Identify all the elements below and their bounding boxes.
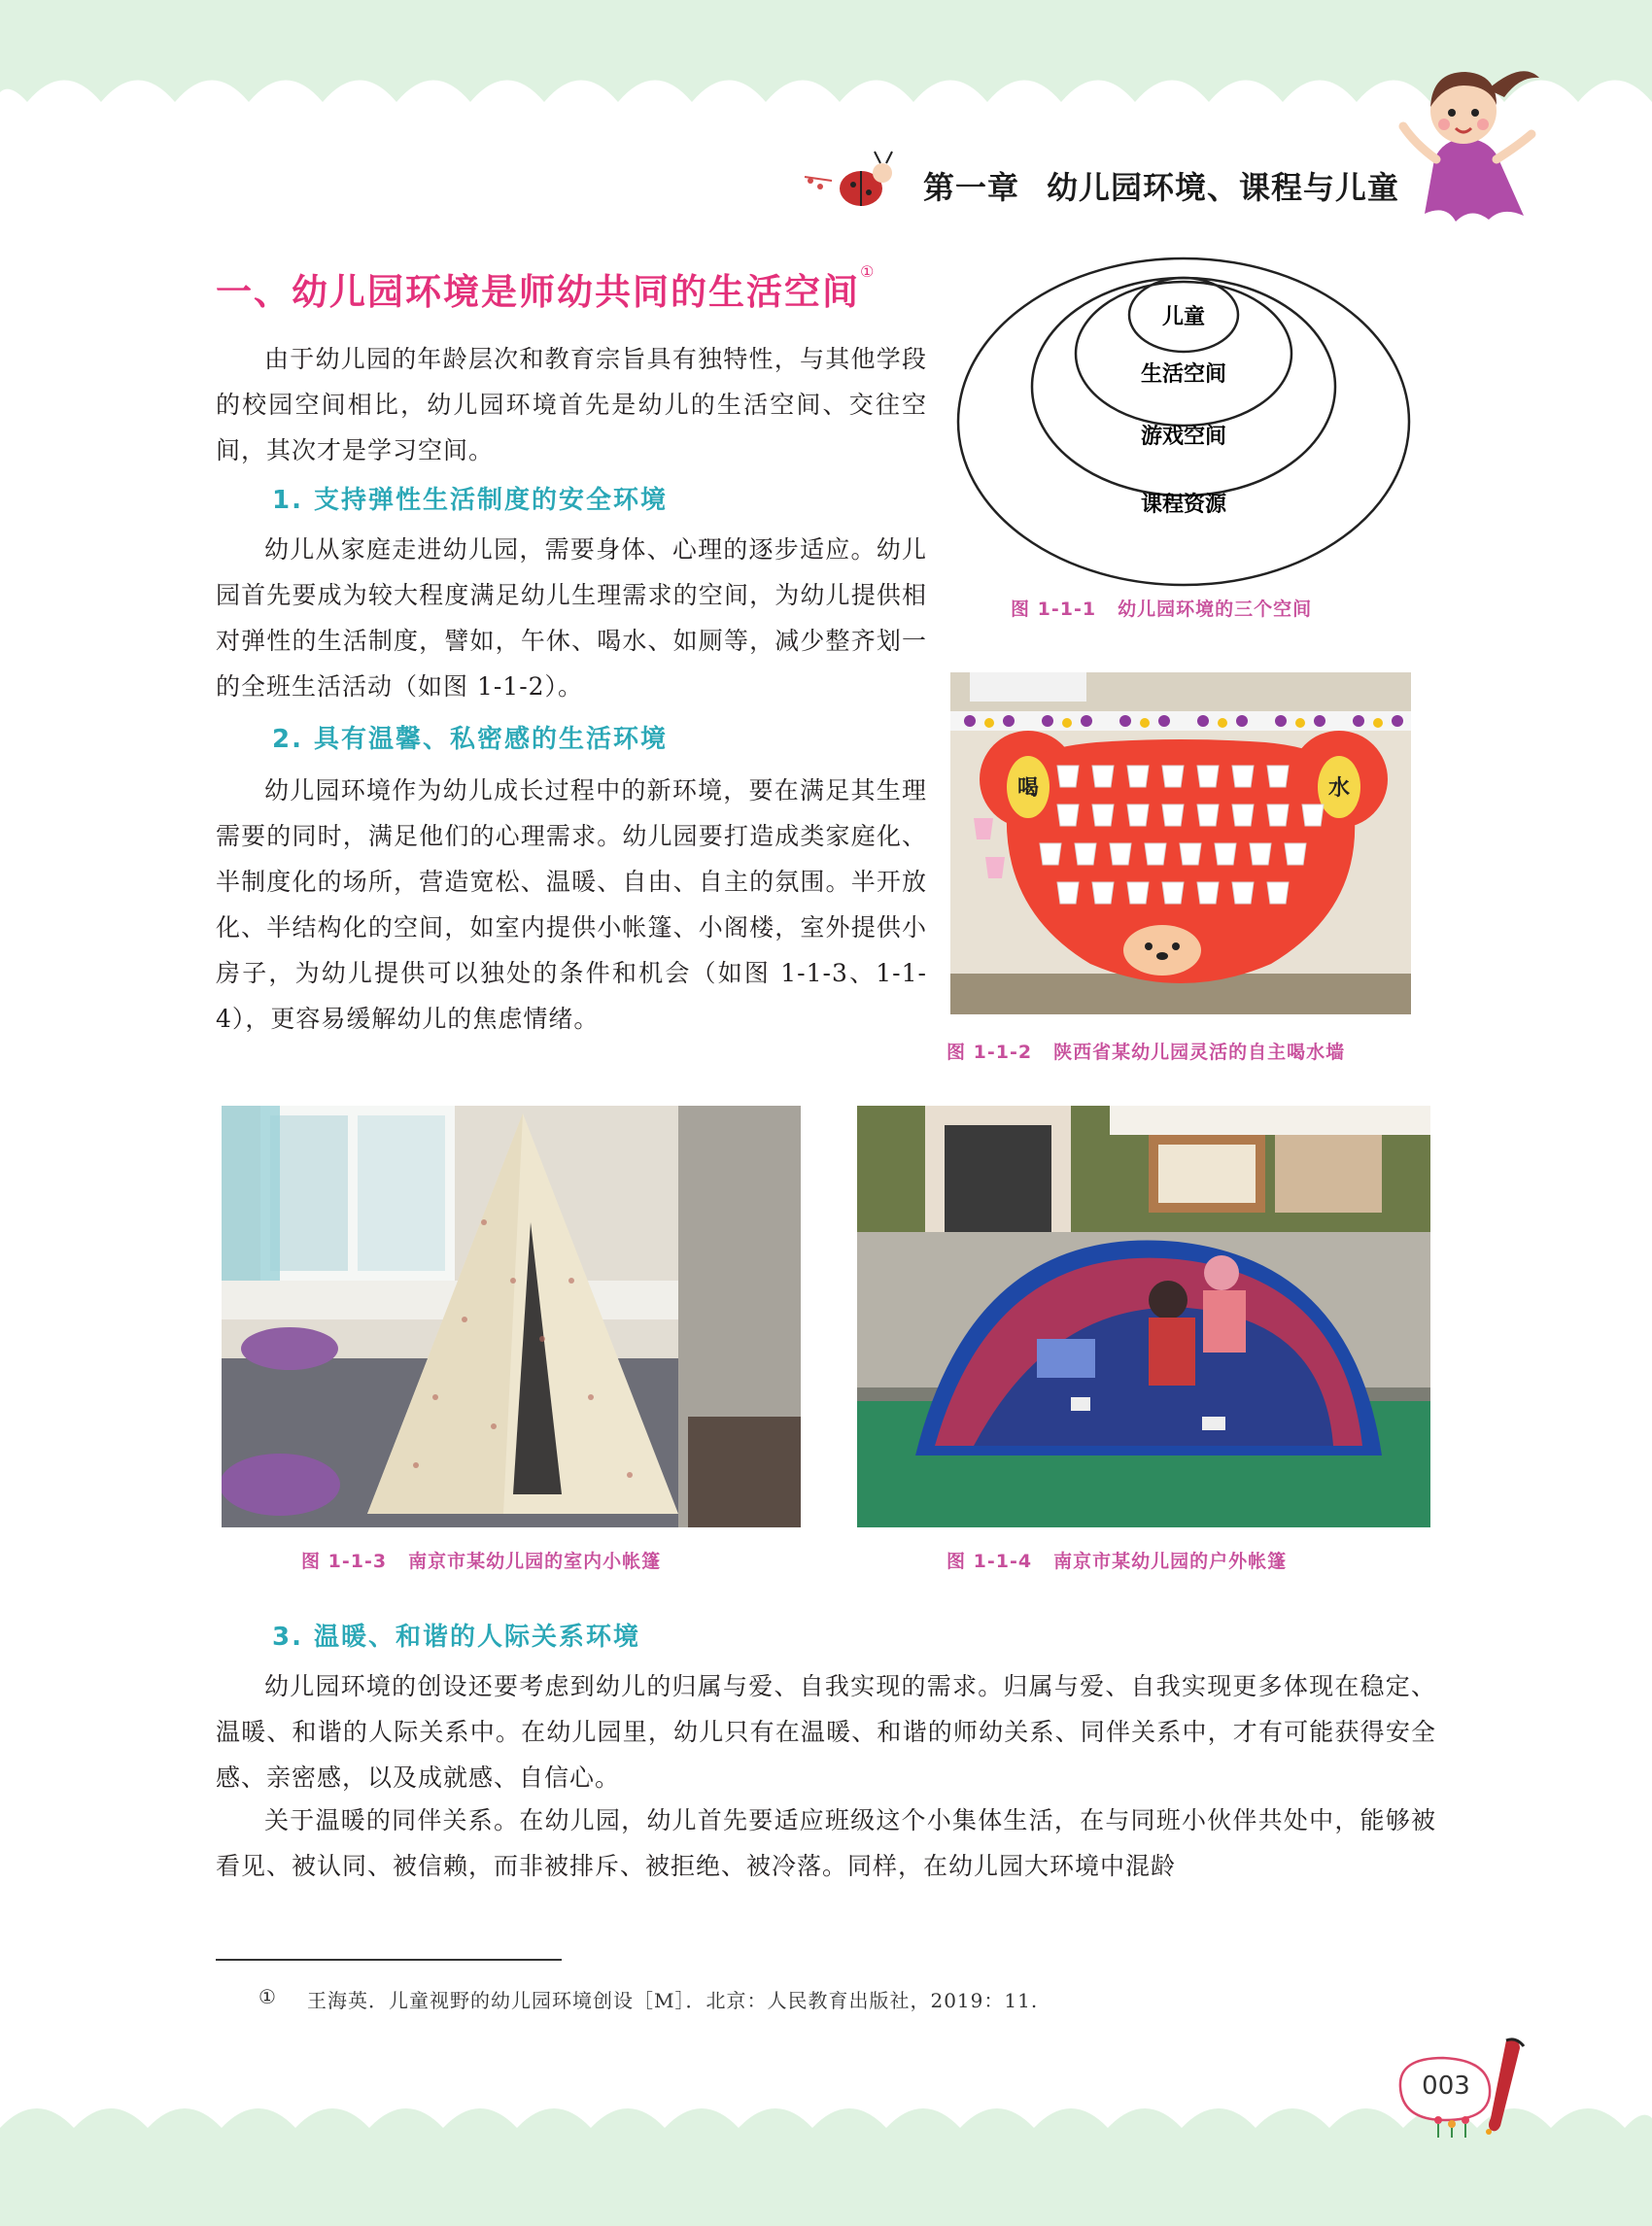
photo-water-wall [950,672,1411,1014]
chapter-label: 第一章 [923,169,1020,206]
footnote-mark: ① [258,1985,277,2008]
water-wall-left-label: 喝 [1016,776,1040,801]
intro-paragraph: 由于幼儿园的年龄层次和教育宗旨具有独特性，与其他学段的校园空间相比，幼儿园环境首先是幼儿的生活空间、交往空间，其次才是学习空间。 [216,345,927,464]
sub3-paragraph-1: 幼儿园环境的创设还要考虑到幼儿的归属与爱、自我实现的需求。归属与爱、自我实现更多体现在稳定、温暖、和谐的人际关系中。在幼儿园里，幼儿只有在温暖、和谐的师幼关系、同伴关系中，才有可能获得安全感、亲密感，以及成就感、自信心。 [216,1672,1436,1792]
footnote-ref: ① [860,262,877,281]
three-spaces-diagram [952,251,1415,591]
footnote [260,1985,1038,2013]
sub3-paragraph-2: 关于温暖的同伴关系。在幼儿园，幼儿首先要适应班级这个小集体生活，在与同班小伙伴共处中，能够被看见、被认同、被信赖，而非被排斥、被拒绝、被冷落。同样，在幼儿园大环境中混龄 [216,1806,1436,1880]
caption-fig3 [301,1547,661,1573]
photo-indoor-tent [222,1106,801,1527]
caption-fig3-number: 图 1-1-3 [301,1551,388,1572]
flowers-illustration [1428,2110,1487,2140]
caption-fig4-text: 南京市某幼儿园的户外帐篷 [1053,1551,1288,1572]
subheading-1: 1. 支持弹性生活制度的安全环境 [272,486,669,515]
footnote-divider [216,1959,562,1961]
ring-label-play: 游戏空间 [1140,425,1227,449]
caption-fig4-number: 图 1-1-4 [946,1551,1033,1572]
girl-illustration [1395,51,1541,235]
caption-fig1-text: 幼儿园环境的三个空间 [1118,599,1313,620]
caption-fig3-text: 南京市某幼儿园的室内小帐篷 [408,1551,662,1572]
photo-outdoor-tent [857,1106,1430,1527]
section-title [216,262,876,315]
caption-fig1 [1011,595,1312,621]
caption-fig2-text: 陕西省某幼儿园灵活的自主喝水墙 [1053,1042,1346,1063]
ladybug-illustration [803,148,910,216]
ring-label-curriculum: 课程资源 [1140,493,1227,517]
subheading-2: 2. 具有温馨、私密感的生活环境 [272,725,669,754]
caption-fig2-number: 图 1-1-2 [946,1042,1033,1063]
section-title-text: 一、幼儿园环境是师幼共同的生活空间 [216,271,860,313]
sub1-paragraph: 幼儿从家庭走进幼儿园，需要身体、心理的逐步适应。幼儿园首先要成为较大程度满足幼儿生理需求的空间，为幼儿提供相对弹性的生活制度，譬如，午休、喝水、如厕等，减少整齐划一的全班生活活动（如图 1-1-2）。 [216,535,927,701]
ring-label-child: 儿童 [1161,305,1206,329]
footnote-text: 王海英．儿童视野的幼儿园环境创设［M］．北京：人民教育出版社，2019：11. [307,1989,1039,2012]
subheading-3: 3. 温暖、和谐的人际关系环境 [272,1623,641,1652]
caption-fig4 [946,1547,1287,1573]
chapter-title: 幼儿园环境、课程与儿童 [1047,169,1400,206]
page-number: 003 [1422,2072,1470,2101]
caption-fig1-number: 图 1-1-1 [1011,599,1097,620]
caption-fig2 [946,1038,1345,1064]
water-wall-right-label: 水 [1327,776,1351,801]
running-header [923,163,1399,208]
ring-life [1076,282,1291,426]
ring-label-life: 生活空间 [1140,362,1227,387]
sub2-paragraph: 幼儿园环境作为幼儿成长过程中的新环境，要在满足其生理需要的同时，满足他们的心理需求。幼儿园要打造成类家庭化、半制度化的场所，营造宽松、温暖、自由、自主的氛围。半开放化、半结构化的空间，如室内提供小帐篷、小阁楼，室外提供小房子，为幼儿提供可以独处的条件和机会（如图 1-1-3、1-1-4），更容易缓解幼儿的焦虑情绪。 [216,776,927,1033]
